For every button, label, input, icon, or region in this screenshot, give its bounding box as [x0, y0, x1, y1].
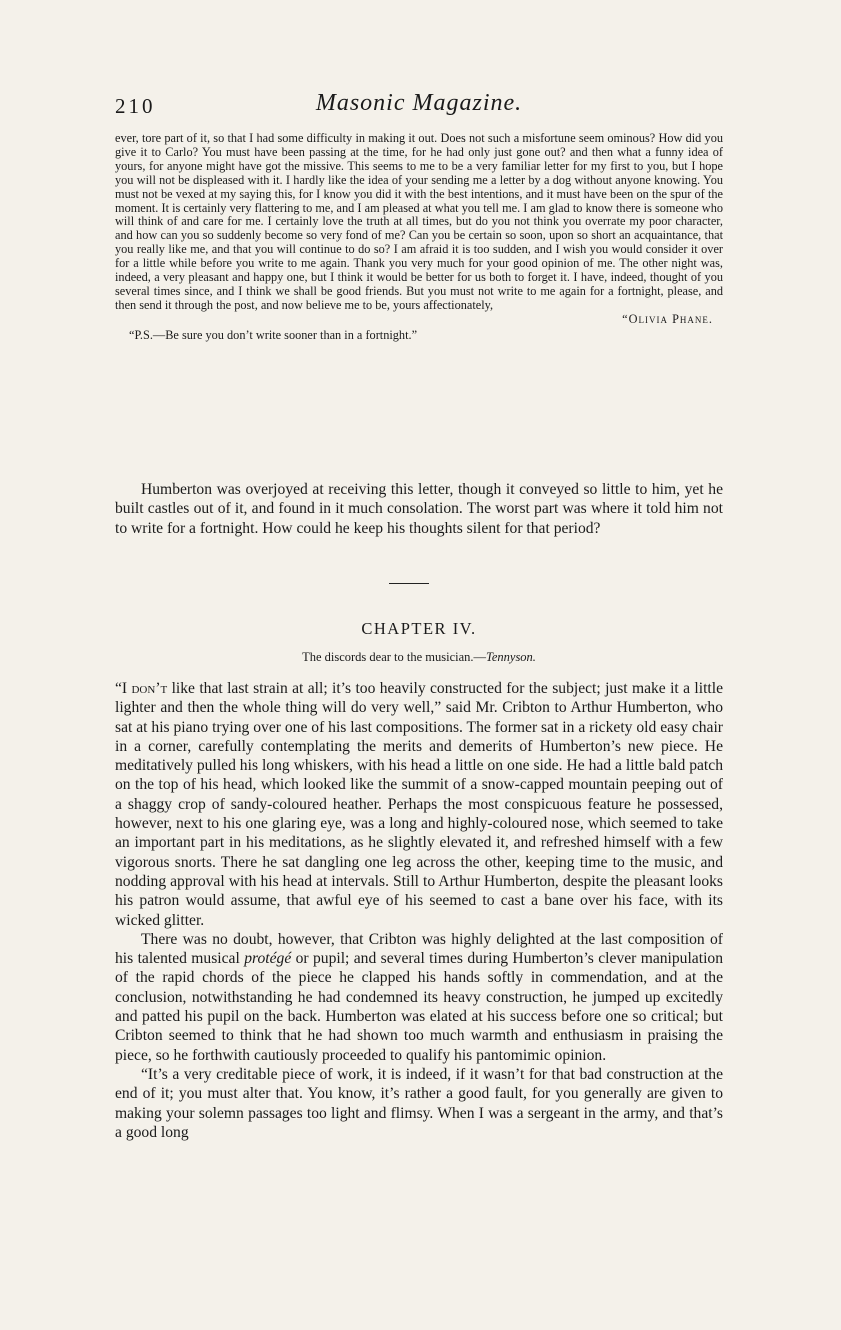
p1-text: like that last strain at all; it’s too heavily constructed for the subject; just make it a little lighter and then the whole thing will do very well,” said Mr. Cribton to Arthur Humberton, who sat at his piano trying over one of his last compositions. The former sat in a rickety old easy chair in a corner, carefully contemplating the merits and demerits of Humberton’s new piece. He meditatively pulled his long whiskers, with his head a little on one side. He had a little bald patch on the top of his head, which looked like the summit of a snow-capped mountain peeping out of a shaggy crop of sandy-coloured heather. Perhaps the most conspicuous feature he possessed, however, next to his one glaring eye, was a long and highly-coloured nose, which seemed to take an important part in his meditations, as he slightly elevated it, and refreshed himself with a few vigorous snorts. There he sat dangling one leg across the other, keeping time to the music, and nodding approval with his head at intervals. Still to Arthur Humberton, despite the pleasant looks his patron would assume, that awful eye of his seemed to cast a bane over his face, with its wicked glitter.	[115, 680, 723, 929]
chapter-heading: CHAPTER IV.	[361, 619, 477, 638]
narrative-section	[115, 480, 723, 538]
body-paragraph-1	[115, 679, 723, 930]
p1-small-caps: don’t	[131, 680, 168, 697]
chapter-body	[115, 679, 723, 1142]
epigraph-text: The discords dear to the musician.—	[302, 650, 487, 664]
chapter-epigraph	[115, 650, 723, 665]
epigraph-author: Tennyson.	[486, 650, 536, 664]
page-header	[115, 90, 723, 126]
running-title: Masonic Magazine.	[315, 90, 523, 116]
narrative-paragraph: Humberton was overjoyed at receiving this letter, though it conveyed so little to him, yet he built castles out of it, and found in it much consolation. The worst part was where it told him not to write for a fortnight. How could he keep his thoughts silent for that period?	[115, 481, 723, 537]
body-paragraph-2	[115, 930, 723, 1065]
page-number: 210	[115, 94, 156, 118]
letter-paragraph: ever, tore part of it, so that I had some difficulty in making it out. Does not such a misfortune seem ominous? How did you give it to Carlo? You must have been passing at the time, for he had only just gone out? and then what a funny idea of yours, for anyone might have got the missive. This seems to me to be a very familiar letter for my first to you, but I hope you will not be displeased with it. I hardly like the idea of your sending me a letter by a dog without anyone knowing. You must not be vexed at my saying this, for I know you did it with the best intentions, and it must have been on the spur of the moment. It is certainly very flattering to me, and I am pleased at what you tell me. I am glad to know there is someone who will think of and care for me. I certainly love the truth at all times, but do you not think you overrate my poor character, and how can you so suddenly become so very fond of me? Can you be certain so soon, upon so short an acquaintance, that you really like me, and that you will continue to do so? I am afraid it is too sudden, and I wish you would consider it over for a little while before you write to me again. Thank you very much for your good opinion of me. The other night was, indeed, a very pleasant and happy one, but I think it would be better for us both to forget it. I have, indeed, thought of you several times since, and I think we shall be good friends. But you must not write to me again for a fortnight, please, and then send it through the post, and now believe me to be, yours affectionately,	[115, 131, 723, 312]
section-divider	[389, 583, 429, 584]
letter-signature: “Olivia Phane.	[622, 311, 713, 326]
letter-postscript: “P.S.—Be sure you don’t write sooner than in a fortnight.”	[129, 327, 418, 342]
p2-italic: protégé	[244, 950, 292, 968]
body-paragraph-3: “It’s a very creditable piece of work, it is indeed, if it wasn’t for that bad construction at the end of it; you must alter that. You know, it’s rather a good fault, for you generally are given to making your solemn passages too light and flimsy. When I was a sergeant in the army, and that’s a good long	[115, 1065, 723, 1141]
p2-before: There was no doubt, however, that Cribton was highly delighted at the last composition of his talented musical	[115, 930, 723, 968]
p1-open-quote: “I	[115, 680, 132, 697]
p2-after: or pupil; and several times during Humberton’s clever manipulation of the rapid chords of the piece he clapped his hands softly in commendation, and at the conclusion, notwithstanding he had condemned its heavy construction, he jumped up excitedly and patted his pupil on the back. Humberton was elated at his success before one so critical; but Cribton seemed to think that he had shown too much warmth and enthusiasm in praising the piece, so he forthwith cautiously proceeded to qualify his pantomimic opinion.	[115, 950, 723, 1064]
letter-text	[115, 132, 723, 343]
